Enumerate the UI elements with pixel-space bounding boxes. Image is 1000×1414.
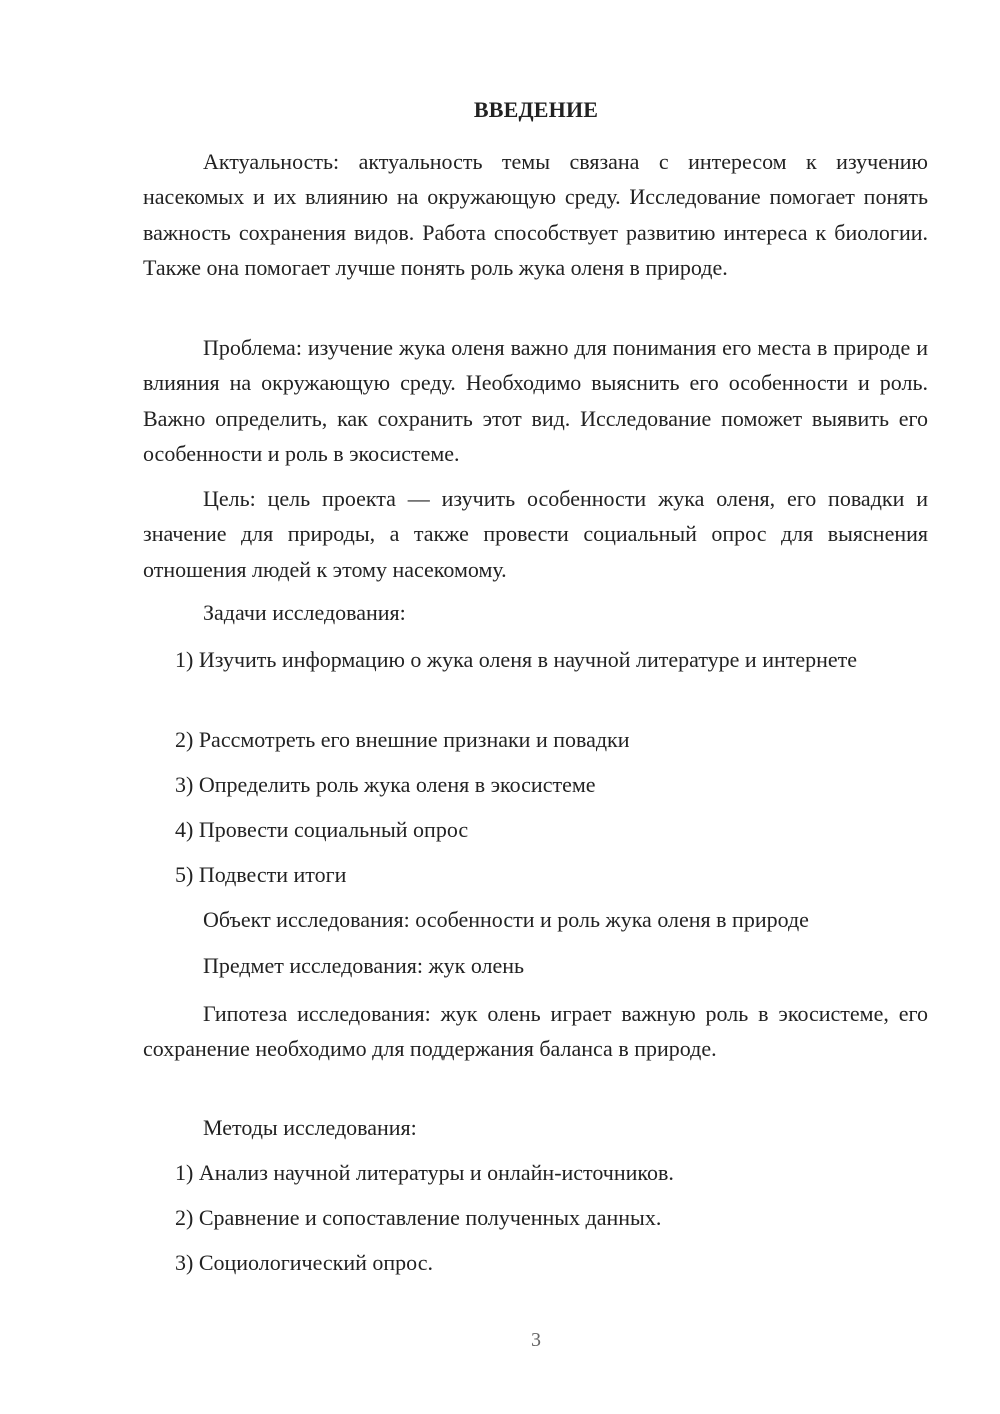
- task-item: 1) Изучить информацию о жука оленя в научной литературе и интернете: [175, 647, 858, 672]
- page-title: ВВЕДЕНИЕ: [473, 97, 599, 122]
- task-item: 2) Рассмотреть его внешние признаки и повадки: [175, 727, 630, 752]
- method-item: 1) Анализ научной литературы и онлайн-источников.: [175, 1160, 674, 1185]
- method-item: 3) Социологический опрос.: [175, 1250, 433, 1275]
- page-number: 3: [531, 1329, 541, 1351]
- methods-heading: Методы исследования:: [203, 1115, 417, 1140]
- method-item: 2) Сравнение и сопоставление полученных данных.: [175, 1205, 662, 1230]
- task-item: 5) Подвести итоги: [175, 862, 347, 887]
- subject-paragraph: Предмет исследования: жук олень: [203, 953, 525, 978]
- problem-paragraph: Проблема: изучение жука оленя важно для понимания его места в природе и влияния на окружающую среду. Необходимо выяснить его особенности и роль. Важно определить, как сохранить этот вид. Исследование поможет выявить его особенности и роль в экосистеме.: [143, 335, 928, 466]
- relevance-paragraph: Актуальность: актуальность темы связана с интересом к изучению насекомых и их влиянию на окружающую среду. Исследование помогает понять важность сохранения видов. Работа способствует развитию интереса к биологии. Также она помогает лучше понять роль жука оленя в природе.: [143, 149, 928, 280]
- hypothesis-paragraph: Гипотеза исследования: жук олень играет важную роль в экосистеме, его сохранение необходимо для поддержания баланса в природе.: [143, 1001, 928, 1062]
- object-paragraph: Объект исследования: особенности и роль жука оленя в природе: [203, 907, 809, 932]
- task-item: 3) Определить роль жука оленя в экосистеме: [175, 772, 596, 797]
- tasks-heading: Задачи исследования:: [203, 600, 406, 625]
- task-item: 4) Провести социальный опрос: [175, 817, 469, 842]
- goal-paragraph: Цель: цель проекта — изучить особенности жука оленя, его повадки и значение для природы, а также провести социальный опрос для выяснения отношения людей к этому насекомому.: [143, 486, 928, 582]
